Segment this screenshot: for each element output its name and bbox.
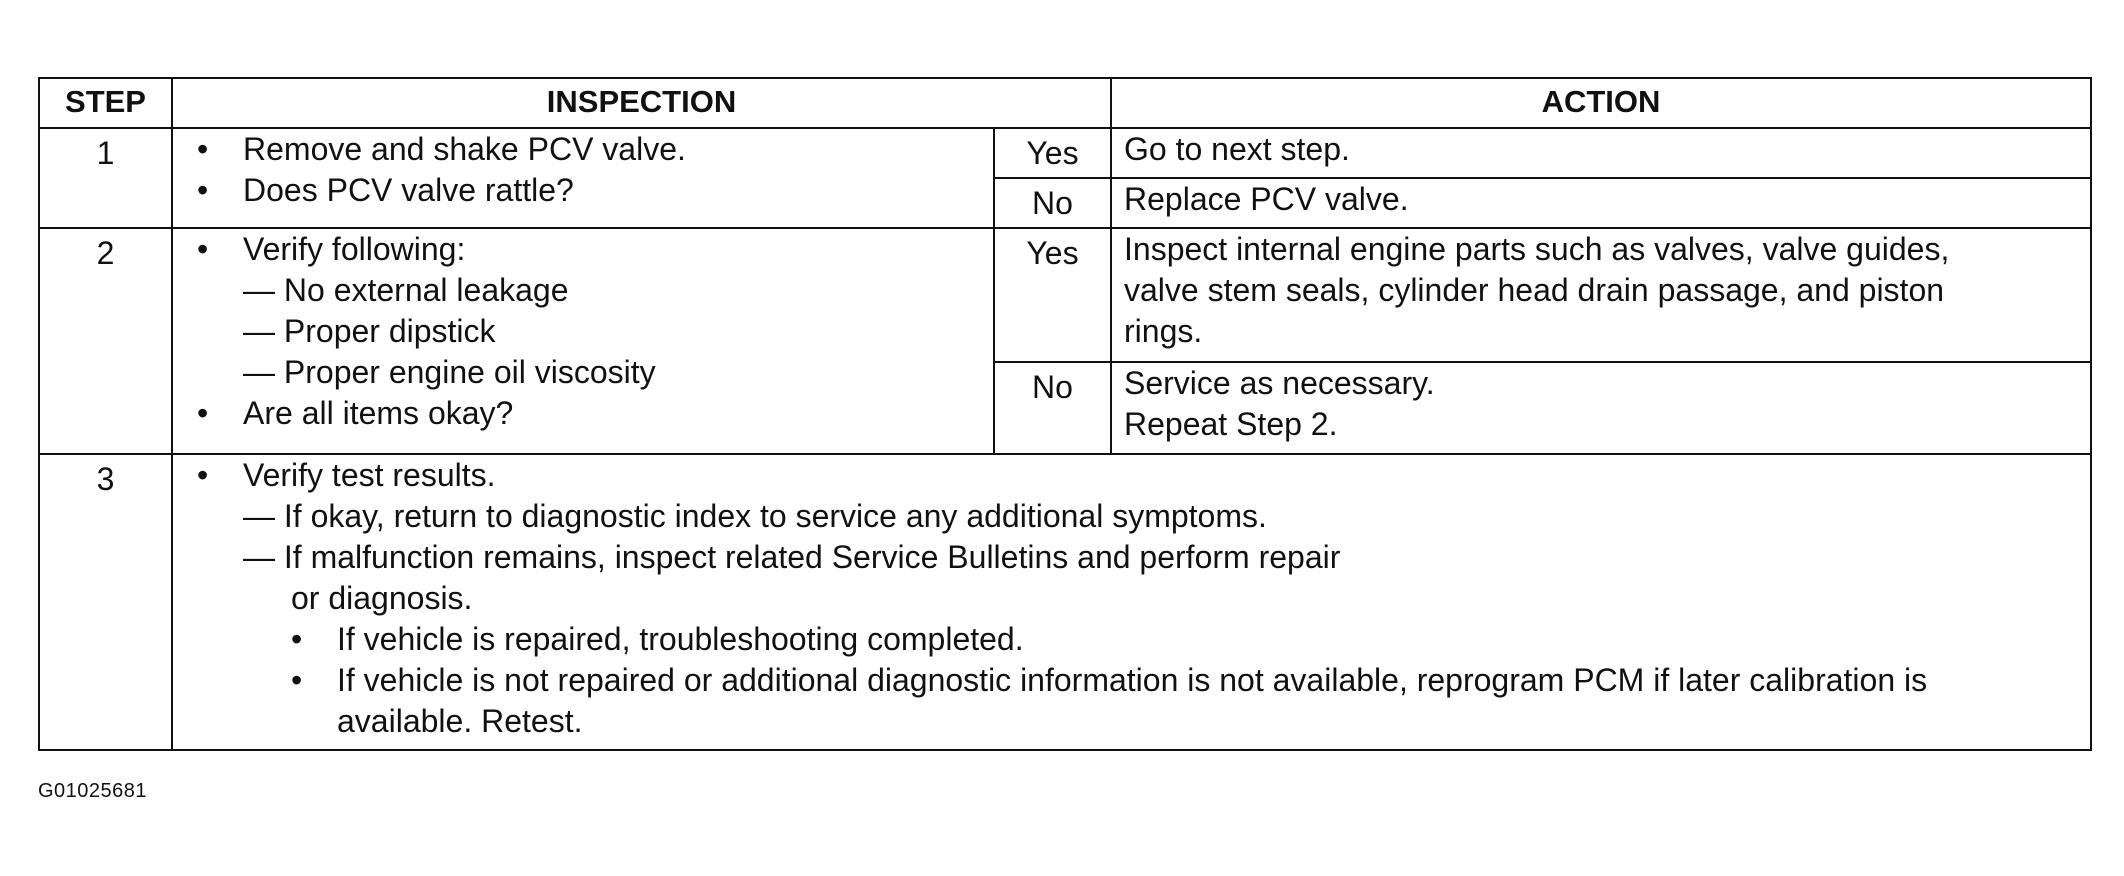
step-1-row-yes [39, 128, 2091, 178]
action-no: Replace PCV valve. [1111, 178, 2091, 228]
header-step: STEP [39, 78, 172, 128]
list-item: • Does PCV valve rattle? [197, 170, 993, 211]
step-1-inspection [172, 128, 994, 228]
diagnostic-table [38, 77, 2092, 751]
answer-no: No [994, 178, 1111, 228]
bullet-icon: • [197, 457, 209, 493]
list-item: • Remove and shake PCV valve. [197, 129, 993, 170]
step-2-row-yes [39, 228, 2091, 362]
bullet-icon: • [197, 131, 209, 167]
dash-item: — If okay, return to diagnostic index to service any additional symptoms. [243, 498, 1267, 534]
step-2-inspection [172, 228, 994, 454]
answer-yes: Yes [994, 228, 1111, 362]
bullet-icon: • [197, 395, 209, 431]
step-number: 3 [39, 454, 172, 750]
sub-list-item: • If vehicle is repaired, troubleshooting completed. [197, 619, 2090, 660]
answer-yes: Yes [994, 128, 1111, 178]
answer-no: No [994, 362, 1111, 454]
header-row [39, 78, 2091, 128]
list-item: • Verify following: [197, 229, 993, 270]
list-item: • Are all items okay? [197, 393, 993, 434]
dash-item: — Proper engine oil viscosity [243, 354, 656, 390]
dash-item: — Proper dipstick [243, 313, 496, 349]
dash-item: — If malfunction remains, inspect related Service Bulletins and perform repair [243, 539, 1341, 575]
header-action: ACTION [1111, 78, 2091, 128]
bullet-icon: • [291, 621, 303, 657]
dash-item: — No external leakage [243, 272, 569, 308]
list-item: • Verify test results. [197, 455, 2090, 496]
figure-id: G01025681 [38, 780, 148, 802]
step-3-row [39, 454, 2091, 750]
action-yes: Inspect internal engine parts such as valves, valve guides, valve stem seals, cylinder head drain passage, and piston rings. [1111, 228, 2091, 362]
step-number: 1 [39, 128, 172, 228]
bullet-icon: • [197, 231, 209, 267]
dash-item-continuation: or diagnosis. [291, 580, 473, 616]
step-number: 2 [39, 228, 172, 454]
action-no: Service as necessary. Repeat Step 2. [1111, 362, 2091, 454]
header-inspection: INSPECTION [172, 78, 1111, 128]
bullet-icon: • [197, 172, 209, 208]
action-yes: Go to next step. [1111, 128, 2091, 178]
sub-list-item: • If vehicle is not repaired or additional diagnostic information is not available, reprogram PCM if later calibration is available. Retest. [197, 660, 2090, 742]
bullet-icon: • [291, 662, 303, 698]
step-3-inspection [172, 454, 2091, 750]
